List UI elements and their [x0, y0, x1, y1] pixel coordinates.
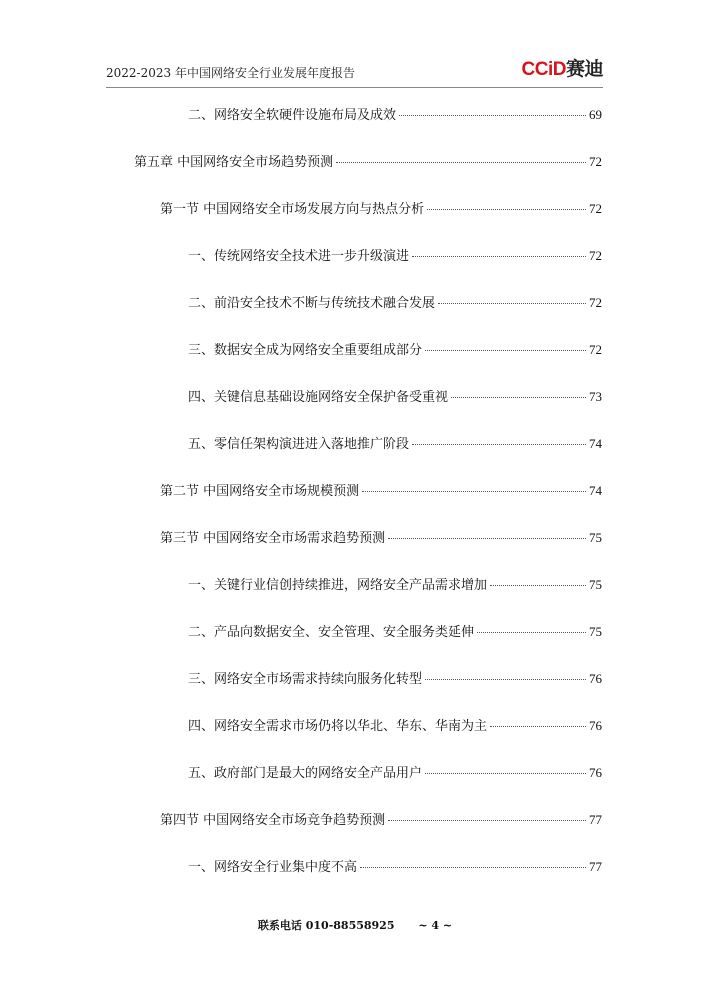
- toc-entry[interactable]: [134, 856, 602, 903]
- dot-leader: [425, 350, 586, 351]
- header-divider: [106, 87, 603, 88]
- toc-entry-title: 第五章 中国网络安全市场趋势预测: [134, 155, 334, 170]
- toc-entry[interactable]: [134, 527, 602, 574]
- toc-entry-title: 五、政府部门是最大的网络安全产品用户: [188, 766, 423, 781]
- dot-leader: [399, 115, 586, 116]
- page-footer: [0, 917, 710, 933]
- toc-entry-title: 二、产品向数据安全、安全管理、安全服务类延伸: [188, 625, 475, 640]
- toc-entry[interactable]: [134, 668, 602, 715]
- dot-leader: [427, 209, 586, 210]
- toc-entry[interactable]: [134, 339, 602, 386]
- dot-leader: [477, 632, 586, 633]
- page-header: [106, 50, 603, 88]
- toc-entry[interactable]: [134, 151, 602, 198]
- dot-leader: [451, 397, 586, 398]
- toc-entry-page: 72: [589, 342, 602, 357]
- report-title: 2022-2023 年中国网络安全行业发展年度报告: [106, 66, 355, 80]
- toc-entry-title: 一、关键行业信创持续推进，网络安全产品需求增加: [188, 578, 488, 593]
- toc-entry-page: 72: [589, 154, 602, 169]
- toc-entry[interactable]: [134, 245, 602, 292]
- toc-entry-title: 三、数据安全成为网络安全重要组成部分: [188, 343, 423, 358]
- toc-entry-title: 第三节 中国网络安全市场需求趋势预测: [160, 531, 386, 546]
- toc-entry-page: 76: [589, 718, 602, 733]
- toc-entry-page: 75: [589, 577, 602, 592]
- dot-leader: [438, 303, 586, 304]
- dot-leader: [425, 773, 586, 774]
- dot-leader: [412, 256, 586, 257]
- toc-entry-page: 77: [589, 859, 602, 874]
- logo-chinese: 赛迪: [565, 58, 603, 80]
- toc-entry-page: 72: [589, 295, 602, 310]
- toc-entry-page: 76: [589, 671, 602, 686]
- toc-entry-page: 76: [589, 765, 602, 780]
- toc-entry-title: 三、网络安全市场需求持续向服务化转型: [188, 672, 423, 687]
- toc-entry-title: 二、网络安全软硬件设施布局及成效: [188, 108, 397, 123]
- toc-entry[interactable]: [134, 433, 602, 480]
- toc-entry-title: 第一节 中国网络安全市场发展方向与热点分析: [160, 202, 425, 217]
- toc-entry-page: 74: [589, 436, 602, 451]
- toc-entry-title: 四、网络安全需求市场仍将以华北、华东、华南为主: [188, 719, 488, 734]
- toc-entry[interactable]: [134, 104, 602, 151]
- dot-leader: [336, 162, 586, 163]
- toc-entry[interactable]: [134, 809, 602, 856]
- dot-leader: [362, 491, 586, 492]
- dot-leader: [388, 538, 586, 539]
- toc-entry[interactable]: [134, 292, 602, 339]
- dot-leader: [388, 820, 586, 821]
- toc-entry-title: 二、前沿安全技术不断与传统技术融合发展: [188, 296, 436, 311]
- contact-phone: 联系电话 010-88558925: [257, 919, 395, 932]
- toc-entry-page: 72: [589, 201, 602, 216]
- toc-entry-page: 74: [589, 483, 602, 498]
- toc-entry-page: 69: [589, 107, 602, 122]
- dot-leader: [425, 679, 586, 680]
- toc-entry-page: 73: [589, 389, 602, 404]
- toc-entry-title: 五、零信任架构演进进入落地推广阶段: [188, 437, 410, 452]
- table-of-contents: [134, 104, 602, 903]
- toc-entry-page: 75: [589, 530, 602, 545]
- toc-entry[interactable]: [134, 715, 602, 762]
- toc-entry-page: 72: [589, 248, 602, 263]
- dot-leader: [412, 444, 586, 445]
- dot-leader: [360, 867, 586, 868]
- toc-entry-title: 第二节 中国网络安全市场规模预测: [160, 484, 360, 499]
- ccid-logo: [522, 54, 603, 81]
- toc-entry-page: 75: [589, 624, 602, 639]
- toc-entry-title: 第四节 中国网络安全市场竞争趋势预测: [160, 813, 386, 828]
- toc-entry[interactable]: [134, 480, 602, 527]
- toc-entry[interactable]: [134, 762, 602, 809]
- toc-entry-title: 一、传统网络安全技术进一步升级演进: [188, 249, 410, 264]
- toc-entry[interactable]: [134, 574, 602, 621]
- page-number: ~ 4 ~: [418, 919, 453, 932]
- dot-leader: [490, 585, 586, 586]
- toc-entry[interactable]: [134, 621, 602, 668]
- dot-leader: [490, 726, 586, 727]
- toc-entry[interactable]: [134, 198, 602, 245]
- toc-entry-title: 一、网络安全行业集中度不高: [188, 860, 358, 875]
- toc-entry-page: 77: [589, 812, 602, 827]
- logo-latin: CCiD: [521, 59, 566, 80]
- toc-entry[interactable]: [134, 386, 602, 433]
- toc-entry-title: 四、关键信息基础设施网络安全保护备受重视: [188, 390, 449, 405]
